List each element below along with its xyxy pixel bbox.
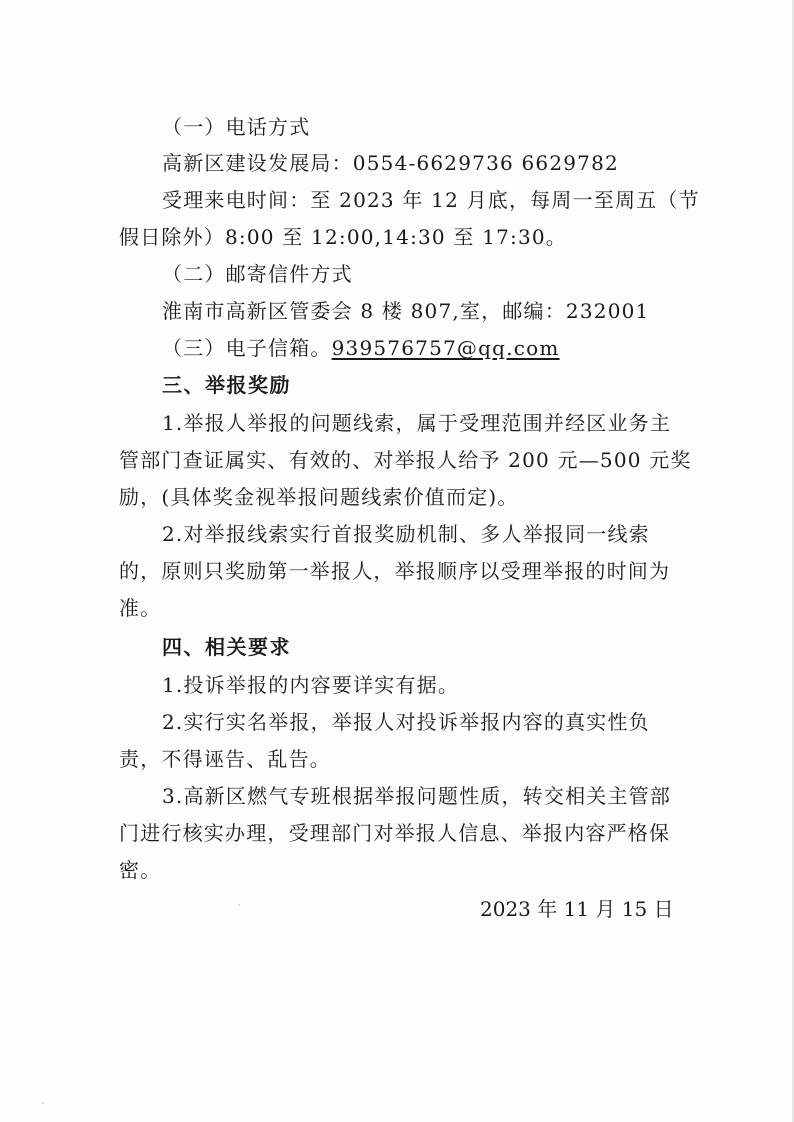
reward-item2-line-2: 的，原则只奖励第一举报人，举报顺序以受理举报的时间为 [119, 559, 671, 583]
scan-speck [42, 1102, 44, 1104]
reward-item2-line-3: 准。 [119, 596, 162, 620]
requirements-item1: 1.投诉举报的内容要详实有据。 [162, 673, 460, 697]
phone-number-line: 高新区建设发展局：0554-6629736 6629782 [162, 151, 619, 175]
email-prefix: （三）电子信箱。 [162, 336, 332, 360]
phone-hours-line-2: 假日除外）8:00 至 12:00,14:30 至 17:30。 [119, 225, 568, 249]
requirements-item2-line-2: 责，不得诬告、乱告。 [119, 747, 331, 771]
email-address-link[interactable]: 939576757@qq.com [331, 336, 560, 360]
mail-address-line: 淮南市高新区管委会 8 楼 807,室，邮编：232001 [162, 299, 650, 323]
reward-item1-line-3: 励，(具体奖金视举报问题线索价值而定)。 [119, 485, 519, 509]
requirements-item2-line-1: 2.实行实名举报，举报人对投诉举报内容的真实性负 [162, 710, 650, 734]
requirements-item3-line-3: 密。 [119, 858, 162, 882]
reward-item1-line-2: 管部门查证属实、有效的、对举报人给予 200 元—500 元奖 [119, 448, 692, 472]
phone-heading: （一）电话方式 [162, 115, 311, 139]
reward-section-heading: 三、举报奖励 [162, 373, 291, 397]
scan-speck [238, 904, 240, 906]
email-line [162, 336, 560, 360]
mail-heading: （二）邮寄信件方式 [162, 262, 353, 286]
requirements-item3-line-2: 门进行核实办理，受理部门对举报人信息、举报内容严格保 [119, 821, 671, 845]
phone-hours-line-1: 受理来电时间：至 2023 年 12 月底，每周一至周五（节 [162, 188, 700, 212]
requirements-section-heading: 四、相关要求 [162, 635, 291, 659]
document-date: 2023 年 11 月 15 日 [480, 897, 674, 921]
reward-item2-line-1: 2.对举报线索实行首报奖励机制、多人举报同一线索 [162, 522, 650, 546]
reward-item1-line-1: 1.举报人举报的问题线索，属于受理范围并经区业务主 [162, 411, 672, 435]
requirements-item3-line-1: 3.高新区燃气专班根据举报问题性质，转交相关主管部 [162, 784, 672, 808]
